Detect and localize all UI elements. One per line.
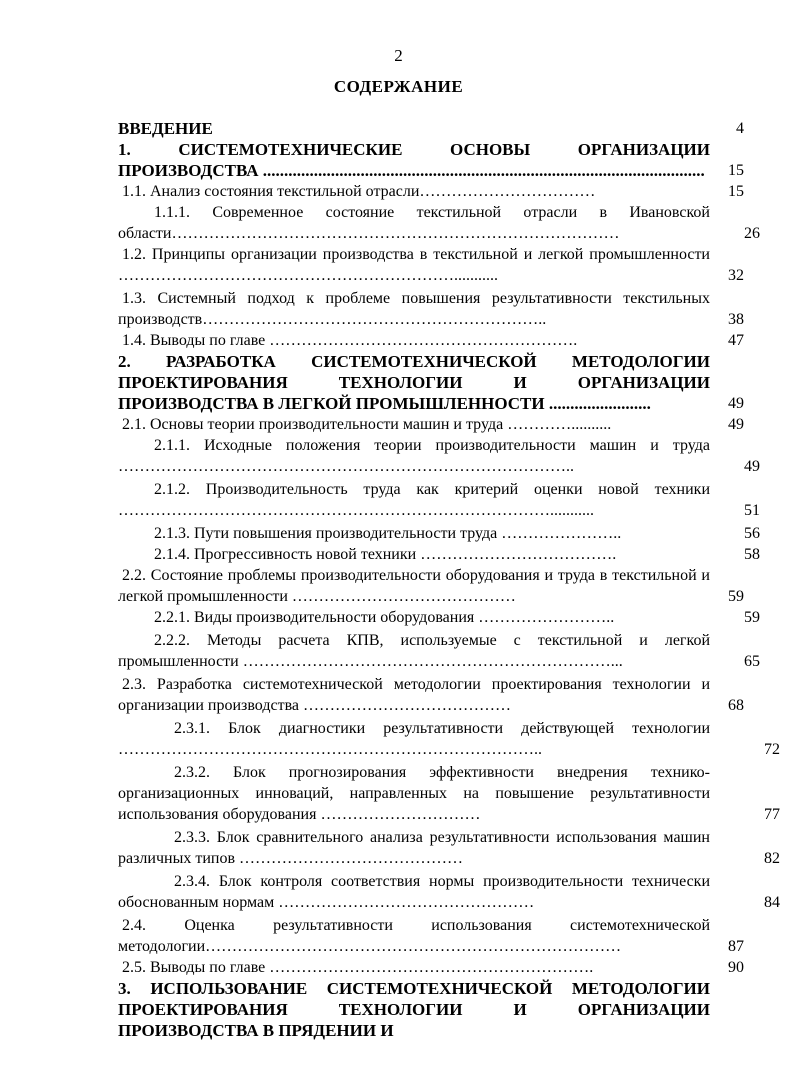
toc-entry bbox=[118, 762, 780, 825]
toc-entry bbox=[118, 871, 780, 913]
toc-entry-page: 65 bbox=[744, 653, 760, 670]
toc-entry-page: 84 bbox=[764, 894, 780, 911]
toc-entry-page: 59 bbox=[728, 588, 744, 605]
toc-entry-page: 90 bbox=[728, 959, 744, 976]
toc-entry bbox=[118, 414, 748, 435]
toc-entry-page: 15 bbox=[728, 183, 744, 200]
toc-entry bbox=[118, 181, 748, 202]
toc-entry bbox=[118, 479, 760, 521]
toc-entry-text: 2.3.1. Блок диагностики результативности действующей технологии …………………………………………………………………….. bbox=[118, 720, 710, 758]
toc-entry-page: 26 bbox=[744, 225, 760, 242]
toc-entry-page: 59 bbox=[744, 609, 760, 626]
toc-entry bbox=[118, 915, 748, 957]
toc-entry-text: 2.2.2. Методы расчета КПВ, используемые с текстильной и легкой промышленности ……………………………………………………………... bbox=[118, 632, 710, 670]
toc-entry-text: 2.3. Разработка системотехнической методологии проектирования технологии и организации производства ………………………………… bbox=[118, 676, 710, 714]
toc-entry-page: 15 bbox=[728, 162, 744, 179]
toc-entry-text: 2.3.3. Блок сравнительного анализа результативности использования машин различных типов …………………………………… bbox=[118, 829, 710, 867]
page-title: СОДЕРЖАНИЕ bbox=[333, 77, 464, 96]
toc-entry-page: 56 bbox=[744, 525, 760, 542]
table-of-contents bbox=[118, 118, 780, 1041]
toc-entry bbox=[118, 202, 760, 244]
toc-entry-page: 32 bbox=[728, 267, 744, 284]
toc-entry bbox=[118, 544, 760, 565]
page-number: 2 bbox=[394, 46, 403, 65]
toc-entry-text: 2.2.1. Виды производительности оборудования …………………….. bbox=[154, 609, 615, 626]
toc-entry bbox=[118, 978, 748, 1041]
toc-entry-text: 2.1.1. Исходные положения теории производительности машин и труда ………………………………………………………………………….. bbox=[118, 437, 710, 475]
toc-entry bbox=[118, 435, 760, 477]
toc-entry bbox=[118, 351, 748, 414]
toc-entry bbox=[118, 718, 780, 760]
toc-entry-page: 4 bbox=[736, 120, 744, 137]
toc-entry-text: 2.3.2. Блок прогнозирования эффективности внедрения технико-организационных инноваций, направленных на повышение результативности использования оборудования ………………………… bbox=[118, 764, 710, 823]
toc-entry-text: 1.1. Анализ состояния текстильной отрасли…………………………… bbox=[122, 183, 596, 200]
toc-entry bbox=[118, 565, 748, 607]
toc-entry bbox=[118, 523, 760, 544]
toc-entry-text: 2.1.4. Прогрессивность новой техники ………………………………. bbox=[154, 546, 617, 563]
toc-entry-text: 1.3. Системный подход к проблеме повышения результативности текстильных производств……………………………………………………….. bbox=[118, 290, 710, 328]
toc-entry-text: ВВЕДЕНИЕ bbox=[118, 119, 213, 138]
toc-entry bbox=[118, 827, 780, 869]
toc-entry-page: 58 bbox=[744, 546, 760, 563]
toc-entry bbox=[118, 244, 748, 286]
toc-entry-text: 1. СИСТЕМОТЕХНИЧЕСКИЕ ОСНОВЫ ОРГАНИЗАЦИИ ПРОИЗВОДСТВА ........................................................................................................ bbox=[118, 140, 710, 180]
toc-entry-page: 49 bbox=[728, 416, 744, 433]
toc-entry-text: 2. РАЗРАБОТКА СИСТЕМОТЕХНИЧЕСКОЙ МЕТОДОЛОГИИ ПРОЕКТИРОВАНИЯ ТЕХНОЛОГИИ И ОРГАНИЗАЦИИ ПРОИЗВОДСТВА В ЛЕГКОЙ ПРОМЫШЛЕННОСТИ ........................ bbox=[118, 352, 710, 413]
toc-entry bbox=[118, 630, 760, 672]
toc-entry-text: 2.1.3. Пути повышения производительности труда ………………….. bbox=[154, 525, 622, 542]
toc-entry-text: 2.5. Выводы по главе ……………………………………………………. bbox=[122, 959, 594, 976]
toc-entry-text: 3. ИСПОЛЬЗОВАНИЕ СИСТЕМОТЕХНИЧЕСКОЙ МЕТОДОЛОГИИ ПРОЕКТИРОВАНИЯ ТЕХНОЛОГИИ И ОРГАНИЗАЦИИ ПРОИЗВОДСТВА В ПРЯДЕНИИ И bbox=[118, 979, 710, 1040]
toc-entry-text: 1.2. Принципы организации производства в текстильной и легкой промышленности ………………………………………………………........... bbox=[118, 246, 710, 284]
toc-entry-text: 2.1. Основы теории производительности машин и труда ………….......... bbox=[122, 416, 612, 433]
toc-entry-page: 77 bbox=[764, 806, 780, 823]
toc-entry bbox=[118, 330, 748, 351]
toc-entry-page: 38 bbox=[728, 311, 744, 328]
toc-entry-text: 1.4. Выводы по главе …………………………………………………. bbox=[122, 332, 578, 349]
toc-entry-text: 1.1.1. Современное состояние текстильной отрасли в Ивановской области………………………………………………………………………… bbox=[118, 204, 710, 242]
toc-entry-text: 2.2. Состояние проблемы производительности оборудования и труда в текстильной и легкой промышленности …………………………………… bbox=[118, 567, 710, 605]
toc-entry bbox=[118, 139, 748, 181]
toc-entry-page: 49 bbox=[744, 458, 760, 475]
toc-entry bbox=[118, 118, 748, 139]
toc-entry bbox=[118, 607, 760, 628]
toc-entry bbox=[118, 957, 748, 978]
toc-entry bbox=[118, 674, 748, 716]
toc-entry-page: 82 bbox=[764, 850, 780, 867]
toc-entry-page: 49 bbox=[728, 395, 744, 412]
toc-entry-text: 2.1.2. Производительность труда как критерий оценки новой техники ………………………………………………………………………........... bbox=[118, 481, 710, 519]
toc-entry-page: 51 bbox=[744, 502, 760, 519]
toc-entry-page: 87 bbox=[728, 938, 744, 955]
toc-entry-page: 47 bbox=[728, 332, 744, 349]
toc-entry-text: 2.4. Оценка результативности использования системотехнической методологии…………………………………………………………………… bbox=[118, 917, 710, 955]
toc-entry bbox=[118, 288, 748, 330]
toc-entry-text: 2.3.4. Блок контроля соответствия нормы производительности технически обоснованным нормам ………………………………………… bbox=[118, 873, 710, 911]
toc-entry-page: 72 bbox=[764, 741, 780, 758]
toc-entry-page: 68 bbox=[728, 697, 744, 714]
